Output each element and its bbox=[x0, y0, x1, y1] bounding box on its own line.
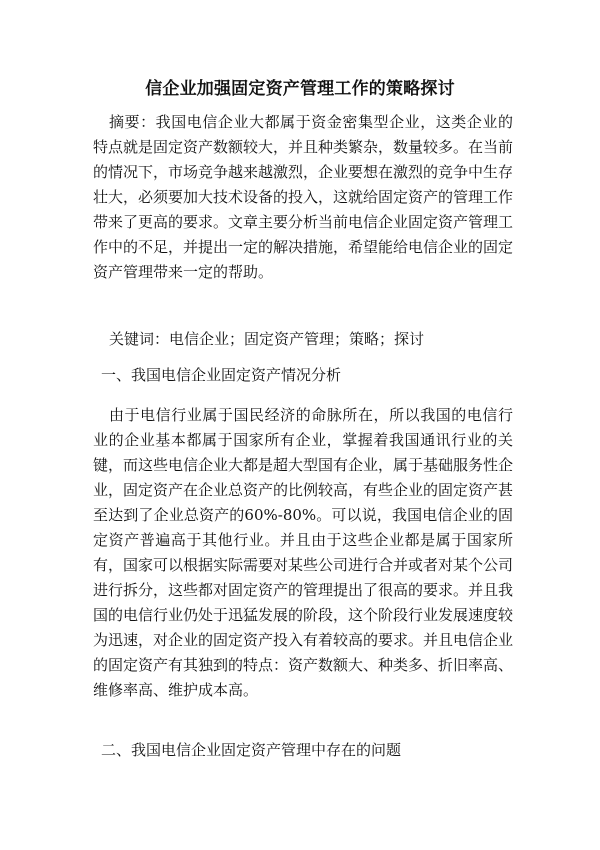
document-title: 信企业加强固定资产管理工作的策略探讨 bbox=[145, 79, 455, 99]
section-heading-1: 一、我国电信企业固定资产情况分析 bbox=[101, 366, 342, 384]
section-heading-2: 二、我国电信企业固定资产管理中存在的问题 bbox=[101, 741, 402, 759]
abstract-paragraph: 摘要：我国电信企业大都属于资金密集型企业，这类企业的特点就是固定资产数额较大，并且种类繁杂，数量较多。在当前的情况下，市场竞争越来越激烈，企业要想在激烈的竞争中生存壮大，必须要加大技术设备的投入，这就给固定资产的管理工作带来了更高的要求。文章主要分析当前电信企业固定资产管理工作中的不足，并提出一定的解决措施，希望能给电信企业的固定资产管理带来一定的帮助。 bbox=[93, 113, 514, 281]
section-1-paragraph: 由于电信行业属于国民经济的命脉所在，所以我国的电信行业的企业基本都属于国家所有企业，掌握着我国通讯行业的关键，而这些电信企业大都是超大型国有企业，属于基础服务性企业，固定资产在企业总资产的比例较高，有些企业的固定资产甚至达到了企业总资产的60%-80%。可以说，我国电信企业的固定资产普遍高于其他行业。并且由于这些企业都是属于国家所有，国家可以根据实际需要对某些公司进行合并或者对某个公司进行拆分，这些都对固定资产的管理提出了很高的要求。并且我国的电信行业仍处于迅猛发展的阶段，这个阶段行业发展速度较为迅速，对企业的固定资产投入有着较高的要求。并且电信企业的固定资产有其独到的特点：资产数额大、种类多、折旧率高、维修率高、维护成本高。 bbox=[93, 406, 514, 699]
keywords-line: 关键词：电信企业；固定资产管理；策略；探讨 bbox=[109, 330, 425, 348]
